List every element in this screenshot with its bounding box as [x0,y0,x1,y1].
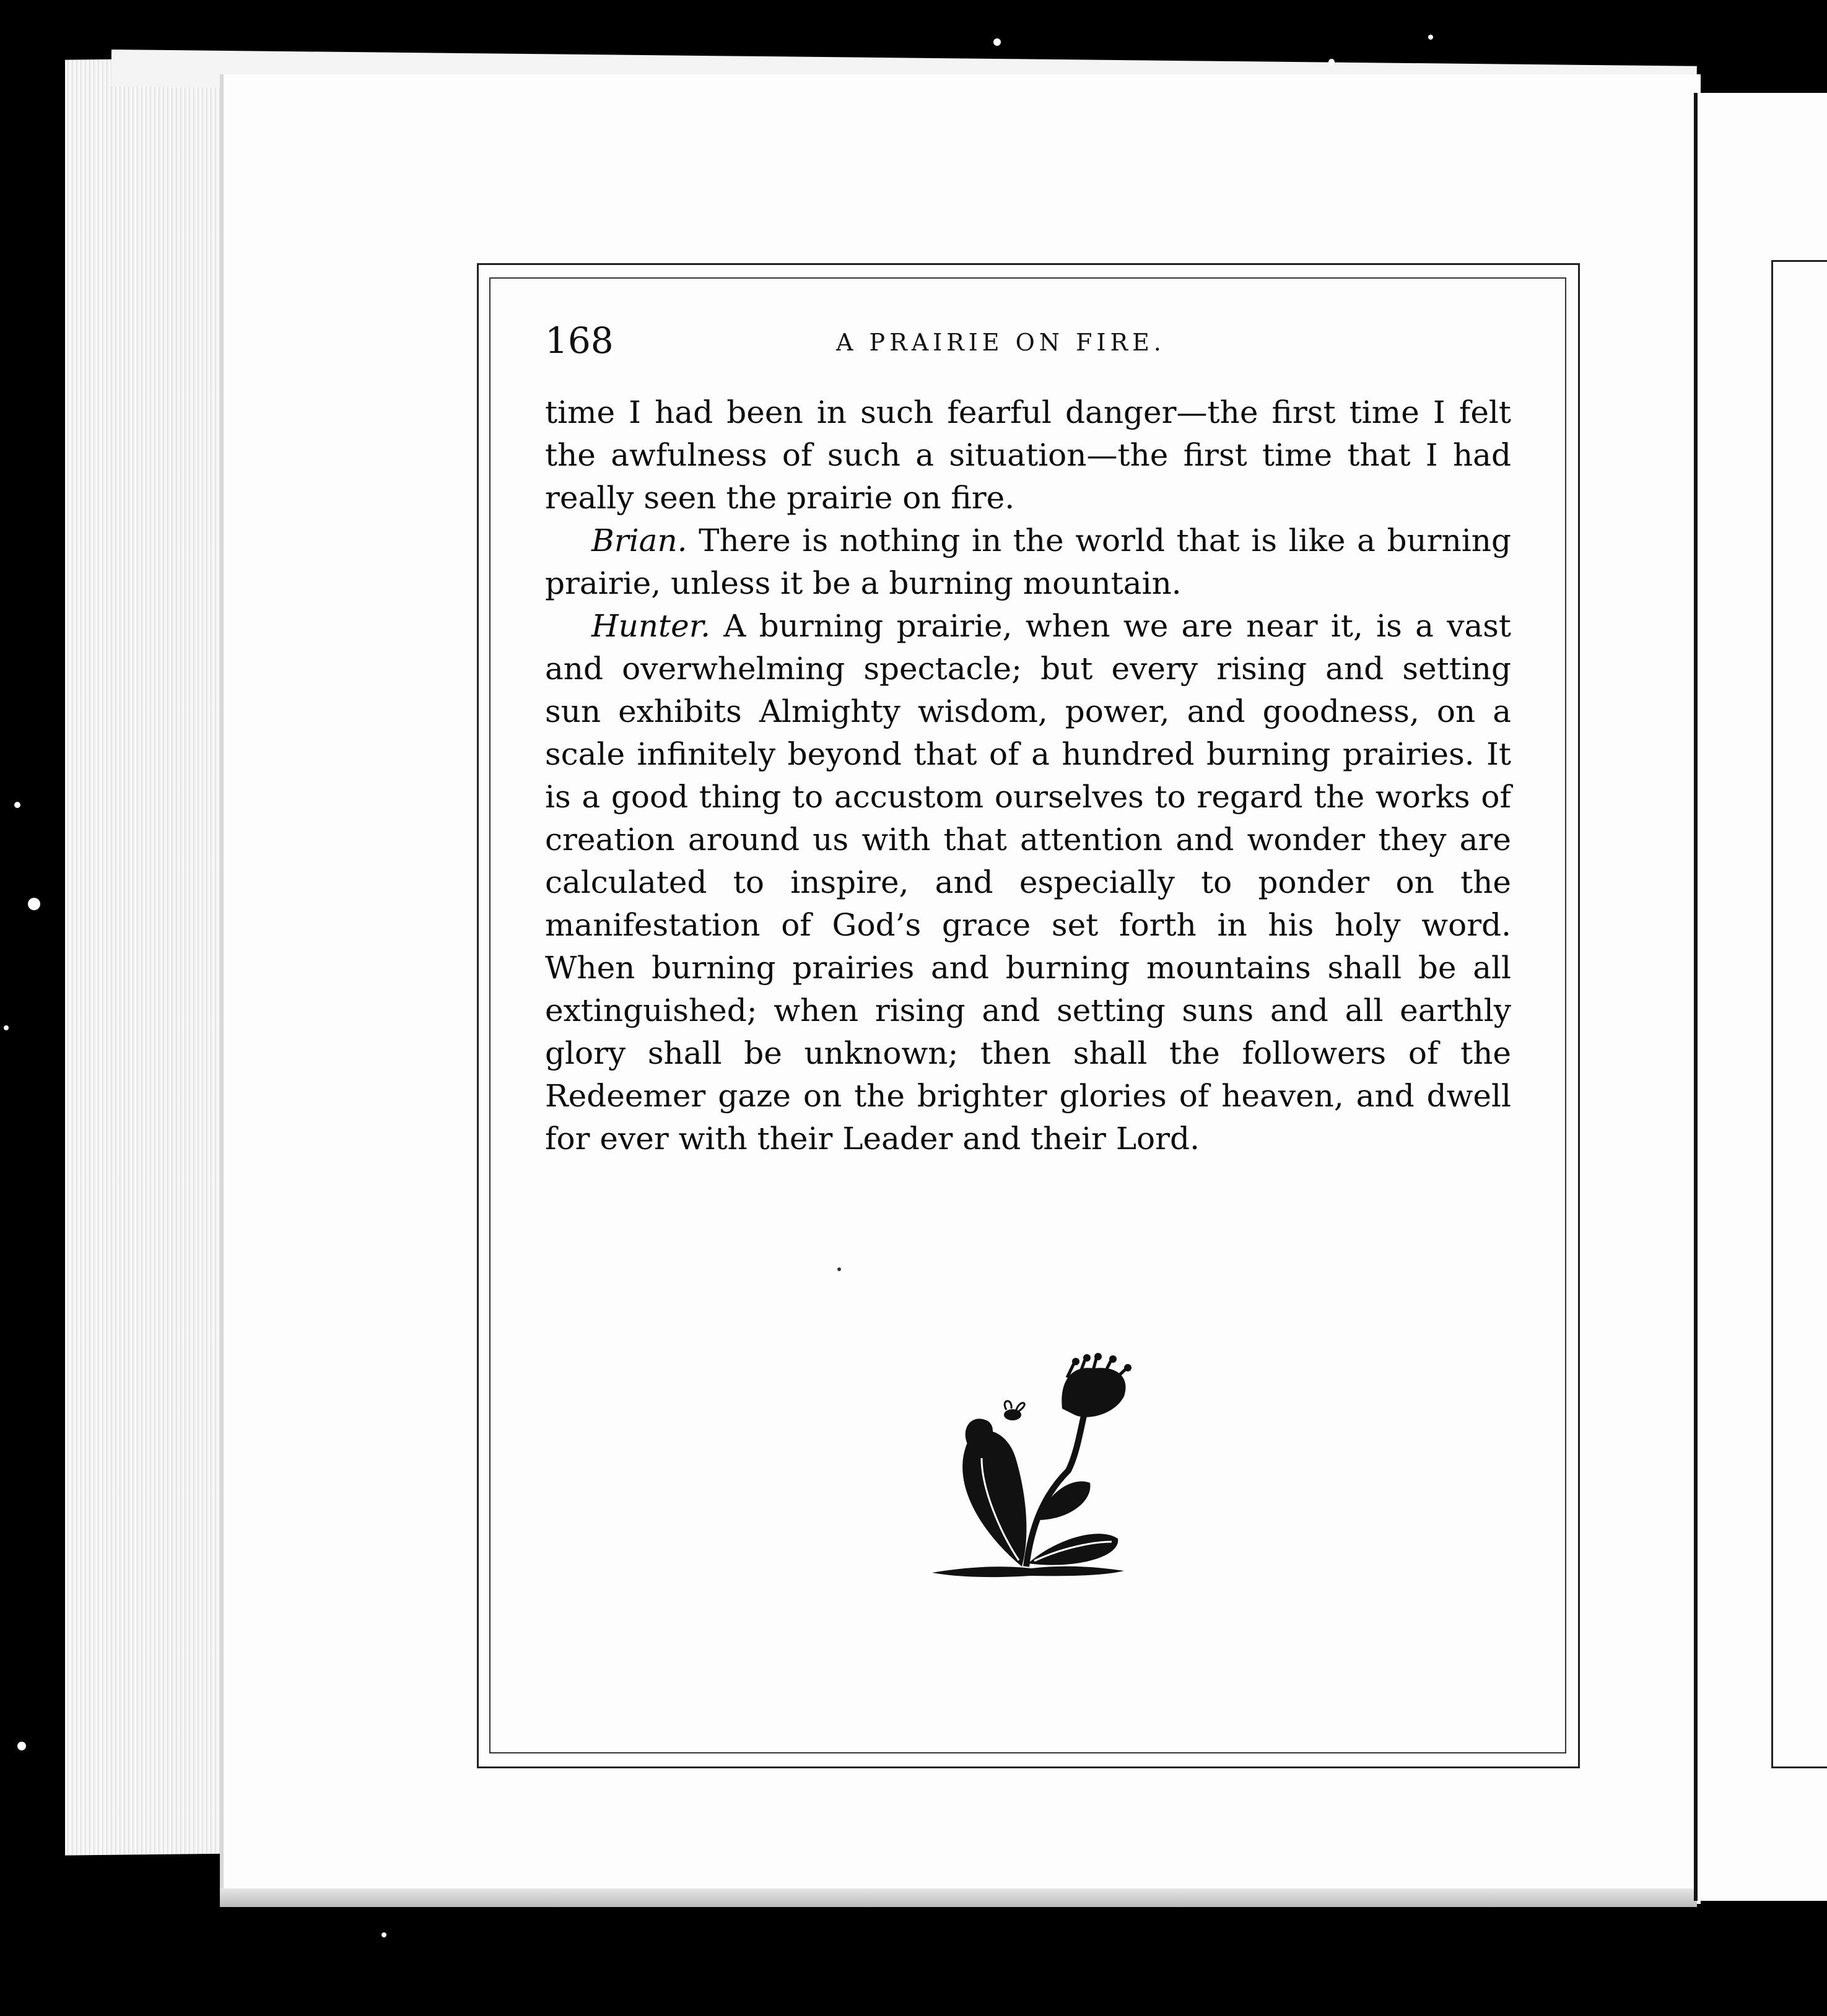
continued-paragraph: time I had been in such fearful danger—the first time I felt the awfulness of such a situation—the first time that I had really seen the prairie on fire. [545,394,1511,516]
dialogue-paragraph-brian [545,519,1511,605]
flowering-plant-woodcut-icon [914,1353,1149,1594]
running-head [545,316,1511,365]
dialogue-paragraph-hunter [545,605,1511,1160]
speaker-name: Brian. [591,523,687,558]
facing-page-frame [1771,260,1827,1768]
dialogue-text: There is nothing in the world that is like a burning prairie, unless it be a burning mountain. [545,523,1511,601]
page-number: 168 [545,319,614,362]
running-title: A PRAIRIE ON FIRE. [836,329,1166,356]
page-bottom-edge [220,1888,1697,1907]
speaker-name: Hunter. [591,608,710,644]
body-text [545,391,1511,1160]
dialogue-text: A burning prairie, when we are near it, is a vast and overwhelming spectacle; but every rising and setting sun exhibits Almighty wisdom, power, and goodness, on a scale infinitely beyond that of a hundred burning prairies. It is a good thing to accustom ourselves to regard the works of creation around us with that attention and wonder they are calculated to inspire, and especially to ponder on the manifestation of God’s grace set forth in his holy word. When burning prairies and burning mountains shall be all extinguished; when rising and setting suns and all earthly glory shall be unknown; then shall the followers of the Redeemer gaze on the brighter glories of heaven, and dwell for ever with their Leader and their Lord. [545,608,1511,1157]
